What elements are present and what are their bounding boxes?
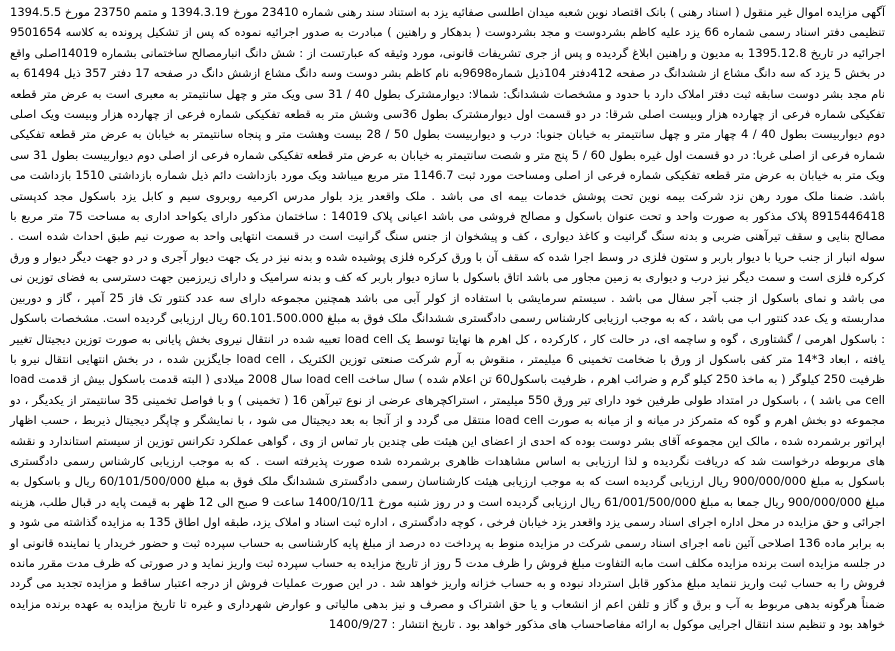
notice-text: آگهی مزایده اموال غیر منقول ( اسناد رهنی ) بانک اقتصاد نوین شعبه میدان اطلسی صفائیه یزد به استناد سند رهنی شماره 23410 مورخ 1394.3.19 و متمم 23750 مورخ 1394.5.5 تنظیمی دفتر اسناد رسمی شماره 66 یزد علیه کاظم بشردوست و مجد بشردوست ( بدهکار و راهنین ) مبادرت به صدور اجرائیه نموده که پس از تشکیل پرونده به کلاسه 9501654 اجرائیه در تاریخ 1395.12.8 به مدیون و راهنین ابلاغ گردیده و پس از جری تشریفات قانونی، مورد وثیقه که عبارتست از : شش دانگ انبارمصالح ساختمانی بشماره 14019اصلی واقع در بخش 5 یزد که سه دانگ مشاع از ششدانگ در صفحه 412دفتر 104ذیل شماره9698به نام کاظم بشر دوست وسه دانگ مشاع ازشش دانگ در صفحه 17 دفتر 357 ذیل 61494 به نام مجد بشر دوست سابقه ثبت دفتر املاک دارد با حدود و مشخصات ششدانگ: شمالا: دیوارمشترک بطول 40 / 31 سی ویک متر و چهل سانتیمتر به معبری است به عرض متر قطعه تفکیکی شماره فرعی از چهارده هزار وبیست اصلی شرقا: در دو قسمت اول دیوارمشترک بطول 36سی وشش متر به قطعه تفکیکی شماره فرعی از چهارده هزار وبیست ویک اصلی دوم دیواربیست بطول 40 / 4 چهار متر و چهل سانتیمتر به خیابان جنوبا: درب و دیواربیست بطول 50 / 28 بیست وهشت متر و پنجاه سانتیمتر به خیابان به عرض متر قطعه تفکیکی شماره فرعی از اصلی غربا: در دو قسمت اول غیره بطول 60 / 5 پنج متر و شصت سانتیمتر به خیابان به عرض متر قطعه تفکیکی شماره فرعی از اصلی دوم دیواربیست بطول 31 سی ویک متر به خیابان به عرض متر قطعه تفکیکی شماره فرعی از اصلی ومساحت مورد ثبت 1146.7 متر مربع میباشد ویک مورد بازداشت دائم ذیل شماره بازداشتی 1510 بازداشت می باشد. ضمنا ملک مورد رهن نزد شرکت بیمه نوین تحت پوشش خدمات بیمه ای می باشد . ملک واقعدر یزد بلوار مدرس اکرمیه روبروی سیم و کابل یزد باسکول مجد کدپستی 8915446418 پلاک مذکور به صورت واحد و تحت عنوان باسکول و مصالح فروشی می باشد اعیانی پلاک 14019 : ساختمان مذکور دارای یکواحد اداری به مساحت 75 متر مربع با مصالح بنایی و سقف تیرآهنی ضربی و بدنه سنگ گرانیت و کاغذ دیواری ، کف و پیشخوان از جنس سنگ گرانیت است در قسمت انتهایی واحد به صورت نیم طبق احداث شده است . سوله انبار از جنب حریا با دیوار باربر و ستون فلزی در وسط اجرا شده که سقف آن با ورق کرکره فلزی پوشیده شده و بدنه نیز در یک جهت دیوار آجری و در دو جهت دیگر دیوار و ورق کرکره فلزی است و سمت دیگر نیز درب و دیواری به زمین مجاور می باشد اتاق باسکول با سازه دیوار باربر که کف و بدنه سرامیک و دارای زیرزمین جهت دسترسی به فضای توزین نی می باشد و نمای باسکول از جنب آجر سفال می باشد . سیستم سرمایشی با استفاده از کولر آبی می باشد همچنین مجموعه دارای سه عدد کنتور تک فاز 25 آمپر ، گاز و دوربین مداربسته و یک عدد کنتور اب می باشد ، که به موجب ارزیابی کارشناس رسمی دادگستری ششدانگ ملک فوق به مبلغ 60.101.500.000 ریال ارزیابی گردیده است. مشخصات باسکول : باسکول اهرمی / گشتاوری ، گوه و ساچمه ای، در حالت کار ، کارکرده ، کل اهرم ها نهایتا توسط یک load cell تعبیه شده در انتقال نیروی بخش پایانی به صورت توزین دیجیتال تغییر یافته ، ابعاد 3*14 متر کفی باسکول از ورق با ضخامت تخمینی 6 میلیمتر ، منقوش به آرم شرکت صنعتی توزین الکتریک ، load cell جایگزین شده ، در بخش انتهایی انتقال نیرو با ظرفیت 250 کیلوگر ( به ماخذ 250 کیلو گرم و ضرائب اهرم ، ظرفیت باسکول60 تن اعلام شده ) سال ساخت load cell سال 2008 میلادی ( البته قدمت باسکول بیش از قدمت load cell می باشد ) ، باسکول در امتداد طولی طرفین خود دارای تیر ورق 550 میلیمتر ، استراکچرهای عرضی از نوع تیرآهن 16 ( تخمینی ) و با فواصل تخمینی 35 سانتیمتر از یکدیگر ، دو مجموعه دو بخش اهرم و گوه که متمرکز در میانه و از میانه به صورت load cell منتقل می گردد و از آنجا به بعد دیجیتال می شود ، با نمایشگر و چاپگر دیجیتال ذیربط ، حسب اظهار اپراتور برشمرده شده ، مالک این مجموعه آقای بشر دوست بوده که احدی از اعضای این هیئت طی چندین بار تماس از وی ، گواهی عملکرد تکرانس توزین از سیستم استاندارد و نقشه های مربوطه درخواست شد که دریافت نگردیده و لذا ارزیابی به اساس مشاهدات ظاهری برشمرده شده صورت پذیرفته است . که به موجب ارزیابی کارشناس رسمی دادگستری باسکول به مبلغ 900/000/000 ریال ارزیابی گردیده است که به موجب ارزیابی هیئت کارشناسان رسمی دادگستری ششدانگ ملک فوق به مبلغ 60/101/500/000 ریال و باسکول به مبلغ 900/000/000 ریال جمعا به مبلغ 61/001/500/000 ریال ارزیابی گردیده است و در روز شنبه مورخ 1400/10/11 ساعت 9 صبح الی 12 ظهر به قیمت پایه در قبال طلب، هزینه اجرائی و حق مزایده در محل اداره اجرای اسناد رسمی یزد واقعدر یزد خیابان فرخی ، کوچه دادگستری ، اداره ثبت اسناد و املاک یزد، طبقه اول اطاق 135 به مزایده گذاشته می شود و به برابر ماده 136 اصلاحی آئین نامه اجرای اسناد رسمی شرکت در مزایده منوط به پرداخت ده درصد از مبلغ پایه کارشناسی به حساب سپرده ثبت و حضور خریدار یا نماینده قانونی او در جلسه مزایده است برنده مزایده مکلف است مابه التفاوت مبلغ فروش را ظرف مدت 5 روز از تاریخ مزایده به حساب سپرده ثبت واریز نماید و در صورتی که ظرف مدت مقرر مانده فروش را به حساب ثبت واریز ننماید مبلغ مذکور قابل استرداد نبوده و به حساب خزانه واریز خواهد شد . در این صورت عملیات فروش از درجه اعتبار ساقط و مزایده تجدید می گردد ضمناً هرگونه بدهی مربوط به آب و برق و گاز و تلفن اعم از انشعاب و یا حق اشتراک و مصرف و نیز بدهی مالیاتی و عوارض شهرداری و غیره تا تاریخ مزایده به عهده برنده مزایده خواهد بود و تنظیم سند انتقال اجرایی موکول به ارائه مفاصاحساب های مذکور خواهد بود . تاریخ انتشار : 1400/9/27: [10, 5, 886, 632]
